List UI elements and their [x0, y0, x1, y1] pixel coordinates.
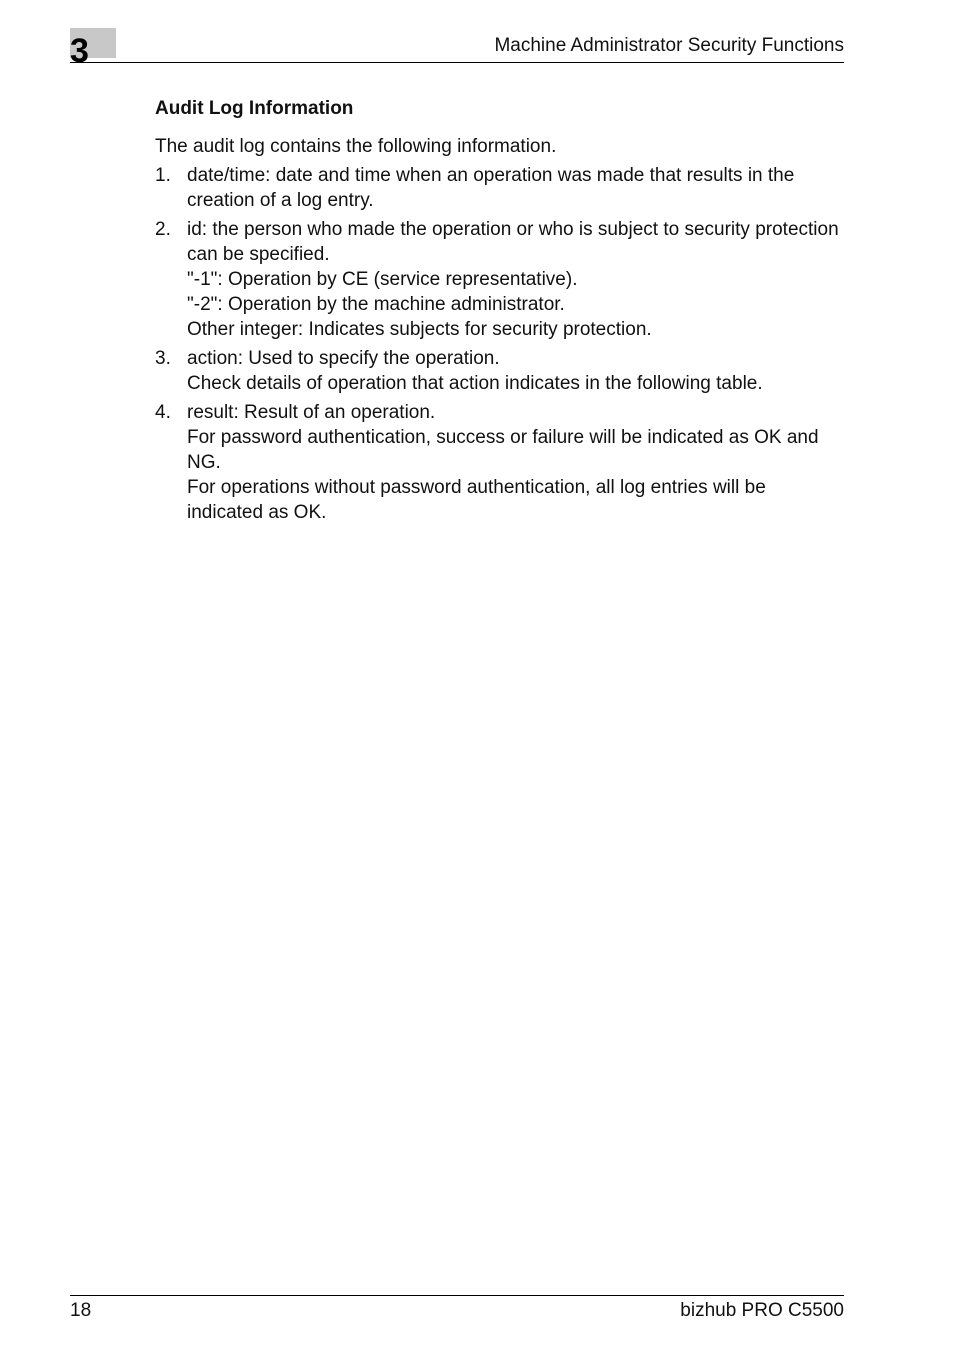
- list-item-text: date/time: date and time when an operation was made that results in the creation of a log entry.: [187, 165, 795, 211]
- section-heading: Audit Log Information: [155, 98, 354, 119]
- page-number: 18: [70, 1300, 92, 1321]
- footer-divider: [70, 1295, 844, 1296]
- list-item-text: result: Result of an operation.: [187, 402, 436, 423]
- list-item-text: "-1": Operation by CE (service representative).: [187, 269, 578, 290]
- running-header-title: Machine Administrator Security Functions: [494, 35, 844, 56]
- intro-paragraph: The audit log contains the following information.: [155, 136, 557, 157]
- list-item: [155, 163, 844, 213]
- list-item-number: 2.: [155, 219, 171, 240]
- list-item-number: 1.: [155, 165, 171, 186]
- chapter-number: 3: [70, 32, 89, 70]
- list-item-number: 4.: [155, 402, 171, 423]
- list-item-text: Other integer: Indicates subjects for security protection.: [187, 319, 652, 340]
- list-item-text: "-2": Operation by the machine administrator.: [187, 294, 565, 315]
- list-item-text: Check details of operation that action indicates in the following table.: [187, 373, 763, 394]
- page-content: [155, 96, 844, 529]
- list-item: [155, 346, 844, 396]
- product-name: bizhub PRO C5500: [680, 1300, 844, 1321]
- list-item-text: id: the person who made the operation or who is subject to security protection can be specified.: [187, 219, 839, 265]
- list-item-number: 3.: [155, 348, 171, 369]
- list-item: [155, 217, 844, 342]
- list-item: [155, 400, 844, 525]
- info-list: [155, 163, 844, 525]
- list-item-text: action: Used to specify the operation.: [187, 348, 500, 369]
- list-item-text: For operations without password authentication, all log entries will be indicated as OK.: [187, 477, 766, 523]
- header-divider: [70, 62, 844, 63]
- list-item-text: For password authentication, success or failure will be indicated as OK and NG.: [187, 427, 819, 473]
